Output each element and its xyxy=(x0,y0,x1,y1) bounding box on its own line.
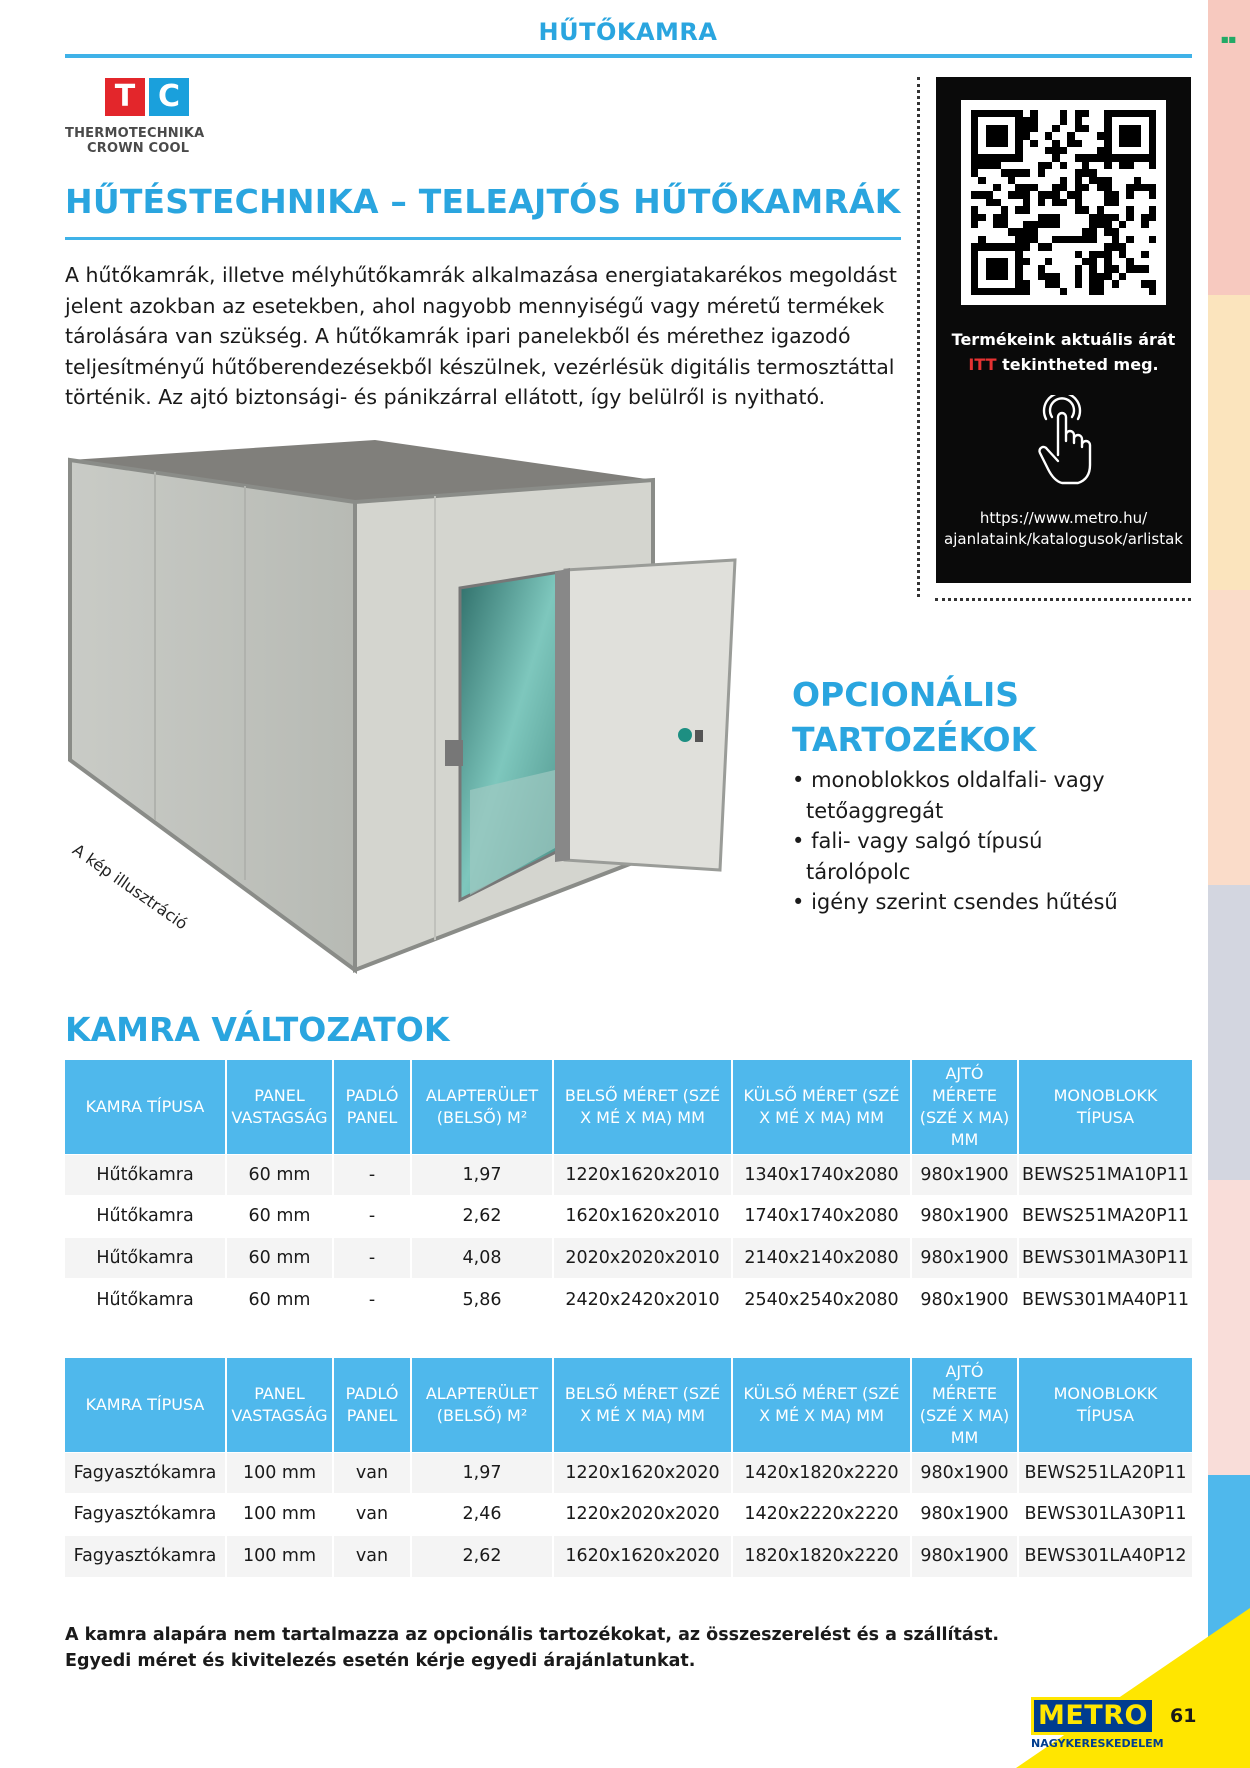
table-cell: 60 mm xyxy=(226,1196,333,1238)
column-header: KÜLSŐ MÉRET (SZÉ X MÉ X MA) MM xyxy=(732,1358,911,1452)
table-cell: 1220x1620x2020 xyxy=(553,1452,732,1494)
table-cell: 1340x1740x2080 xyxy=(732,1154,911,1196)
cold-room-illustration xyxy=(65,440,765,980)
table-cell: BEWS301LA40P12 xyxy=(1018,1535,1192,1577)
options-title: OPCIONÁLIS TARTOZÉKOK xyxy=(792,675,1037,759)
options-list xyxy=(792,765,1122,918)
table-cell: BEWS301MA40P11 xyxy=(1018,1279,1192,1321)
column-header: PANEL VASTAGSÁG xyxy=(226,1060,333,1154)
table-cell: 980x1900 xyxy=(911,1237,1018,1279)
table-cell: 5,86 xyxy=(411,1279,553,1321)
column-header: ALAPTERÜLET (BELSŐ) M² xyxy=(411,1060,553,1154)
column-header: KAMRA TÍPUSA xyxy=(65,1358,226,1452)
table-cell: Fagyasztókamra xyxy=(65,1452,226,1494)
table-cell: Fagyasztókamra xyxy=(65,1535,226,1577)
table-row xyxy=(65,1535,1192,1577)
table-cell: 2,46 xyxy=(411,1494,553,1536)
table-row xyxy=(65,1494,1192,1536)
metro-logo: METRO xyxy=(1031,1697,1155,1735)
column-header: PANEL VASTAGSÁG xyxy=(226,1358,333,1452)
column-header: KAMRA TÍPUSA xyxy=(65,1060,226,1154)
column-header: MONOBLOKK TÍPUSA xyxy=(1018,1358,1192,1452)
qr-caption: Termékeink aktuális árát ITT tekintheted meg. xyxy=(951,330,1176,374)
table-cell: 2,62 xyxy=(411,1196,553,1238)
table-cell: 1,97 xyxy=(411,1452,553,1494)
table-row xyxy=(65,1154,1192,1196)
table-cell: 1740x1740x2080 xyxy=(732,1196,911,1238)
column-header: AJTÓ MÉRETE (SZÉ X MA) MM xyxy=(911,1358,1018,1452)
table-cell: 100 mm xyxy=(226,1452,333,1494)
metro-logo-subtitle: NAGYKERESKEDELEM xyxy=(1031,1737,1164,1750)
column-header: MONOBLOKK TÍPUSA xyxy=(1018,1060,1192,1154)
section-title: HŰTŐKAMRA xyxy=(538,18,718,46)
table-cell: Hűtőkamra xyxy=(65,1196,226,1238)
color-dots-icon: ■■ xyxy=(1220,35,1236,44)
table-cell: 980x1900 xyxy=(911,1452,1018,1494)
header-rule xyxy=(65,54,1192,58)
list-item: • igény szerint csendes hűtésű xyxy=(792,887,1122,918)
table-cell: 1220x2020x2020 xyxy=(553,1494,732,1536)
table-cell: BEWS301MA30P11 xyxy=(1018,1237,1192,1279)
footnote: A kamra alapára nem tartalmazza az opcionális tartozékokat, az összeszerelést és a szállítást. Egyedi méret és kivitelezés esetén kérje egyedi árajánlatunkat. xyxy=(65,1625,1000,1671)
table-cell: 1620x1620x2020 xyxy=(553,1535,732,1577)
table-cell: 60 mm xyxy=(226,1237,333,1279)
table-cell: 2140x2140x2080 xyxy=(732,1237,911,1279)
table-cell: Hűtőkamra xyxy=(65,1237,226,1279)
table-cell: 60 mm xyxy=(226,1279,333,1321)
list-item: • fali- vagy salgó típusú tárolópolc xyxy=(792,826,1122,887)
table-cell: 1420x2220x2220 xyxy=(732,1494,911,1536)
column-header: BELSŐ MÉRET (SZÉ X MÉ X MA) MM xyxy=(553,1060,732,1154)
column-header: PADLÓ PANEL xyxy=(333,1060,411,1154)
dotted-divider-horizontal xyxy=(935,598,1191,601)
price-qr-panel[interactable] xyxy=(936,77,1191,583)
illustration-note: A kép illusztráció xyxy=(69,840,192,934)
table-cell: 1420x1820x2220 xyxy=(732,1452,911,1494)
intro-paragraph: A hűtőkamrák, illetve mélyhűtőkamrák alkalmazása energiatakarékos megoldást jelent azokban az esetekben, ahol nagyobb mennyiségű vagy méretű termékek tárolására van szükség. A hűtőkamrák ipari panelekből és mérethez igazodó teljesítményű hűtőberendezésekből készülnek, vezérlésük digitális termosztáttal történik. Az ajtó biztonsági- és pánikzárral ellátott, így belülről is nyitható. xyxy=(65,263,897,409)
dotted-divider xyxy=(917,77,920,597)
table-cell: - xyxy=(333,1154,411,1196)
table-cell: 980x1900 xyxy=(911,1494,1018,1536)
column-header: ALAPTERÜLET (BELSŐ) M² xyxy=(411,1358,553,1452)
column-header: KÜLSŐ MÉRET (SZÉ X MÉ X MA) MM xyxy=(732,1060,911,1154)
table-cell: 1,97 xyxy=(411,1154,553,1196)
table-cell: Hűtőkamra xyxy=(65,1154,226,1196)
column-header: PADLÓ PANEL xyxy=(333,1358,411,1452)
table-row xyxy=(65,1452,1192,1494)
table-cell: 1820x1820x2220 xyxy=(732,1535,911,1577)
table-cell: 980x1900 xyxy=(911,1279,1018,1321)
table-cell: 100 mm xyxy=(226,1494,333,1536)
cooler-table xyxy=(65,1060,1192,1320)
table-cell: Hűtőkamra xyxy=(65,1279,226,1321)
table-cell: BEWS251MA20P11 xyxy=(1018,1196,1192,1238)
table-cell: 980x1900 xyxy=(911,1535,1018,1577)
table-cell: van xyxy=(333,1535,411,1577)
page-number: 61 xyxy=(1170,1705,1197,1727)
table-cell: van xyxy=(333,1452,411,1494)
table-cell: BEWS301LA30P11 xyxy=(1018,1494,1192,1536)
table-cell: - xyxy=(333,1237,411,1279)
variants-title: KAMRA VÁLTOZATOK xyxy=(65,1010,450,1049)
table-cell: BEWS251LA20P11 xyxy=(1018,1452,1192,1494)
list-item: • monoblokkos oldalfali- vagy tetőaggregát xyxy=(792,765,1122,826)
table-row xyxy=(65,1196,1192,1238)
table-cell: 980x1900 xyxy=(911,1196,1018,1238)
table-row xyxy=(65,1237,1192,1279)
table-header-row xyxy=(65,1358,1192,1452)
column-header: BELSŐ MÉRET (SZÉ X MÉ X MA) MM xyxy=(553,1358,732,1452)
qr-code-icon xyxy=(971,110,1156,295)
table-cell: 980x1900 xyxy=(911,1154,1018,1196)
table-cell: - xyxy=(333,1196,411,1238)
table-cell: - xyxy=(333,1279,411,1321)
brand-name: THERMOTECHNIKA CROWN COOL xyxy=(65,126,205,156)
table-cell: 100 mm xyxy=(226,1535,333,1577)
table-cell: 1620x1620x2010 xyxy=(553,1196,732,1238)
table-cell: van xyxy=(333,1494,411,1536)
table-cell: 1220x1620x2010 xyxy=(553,1154,732,1196)
price-list-url[interactable]: https://www.metro.hu/ ajanlataink/katalogusok/arlistak xyxy=(944,509,1183,548)
table-cell: 60 mm xyxy=(226,1154,333,1196)
tc-logo xyxy=(105,78,189,116)
itt-link[interactable]: ITT xyxy=(968,355,997,374)
table-row xyxy=(65,1279,1192,1321)
table-cell: BEWS251MA10P11 xyxy=(1018,1154,1192,1196)
table-cell: 2,62 xyxy=(411,1535,553,1577)
color-strip xyxy=(1208,0,1250,1768)
logo-letter-t: T xyxy=(105,78,145,116)
table-cell: 2540x2540x2080 xyxy=(732,1279,911,1321)
table-cell: 2020x2020x2010 xyxy=(553,1237,732,1279)
table-cell: Fagyasztókamra xyxy=(65,1494,226,1536)
freezer-table xyxy=(65,1358,1192,1577)
table-cell: 4,08 xyxy=(411,1237,553,1279)
tap-hand-icon xyxy=(1032,395,1096,487)
table-cell: 2420x2420x2010 xyxy=(553,1279,732,1321)
title-rule xyxy=(65,237,901,240)
table-header-row xyxy=(65,1060,1192,1154)
column-header: AJTÓ MÉRETE (SZÉ X MA) MM xyxy=(911,1060,1018,1154)
qr-code[interactable] xyxy=(961,100,1166,305)
page-title: HŰTÉSTECHNIKA – TELEAJTÓS HŰTŐKAMRÁK xyxy=(65,182,901,221)
logo-letter-c: C xyxy=(149,78,189,116)
